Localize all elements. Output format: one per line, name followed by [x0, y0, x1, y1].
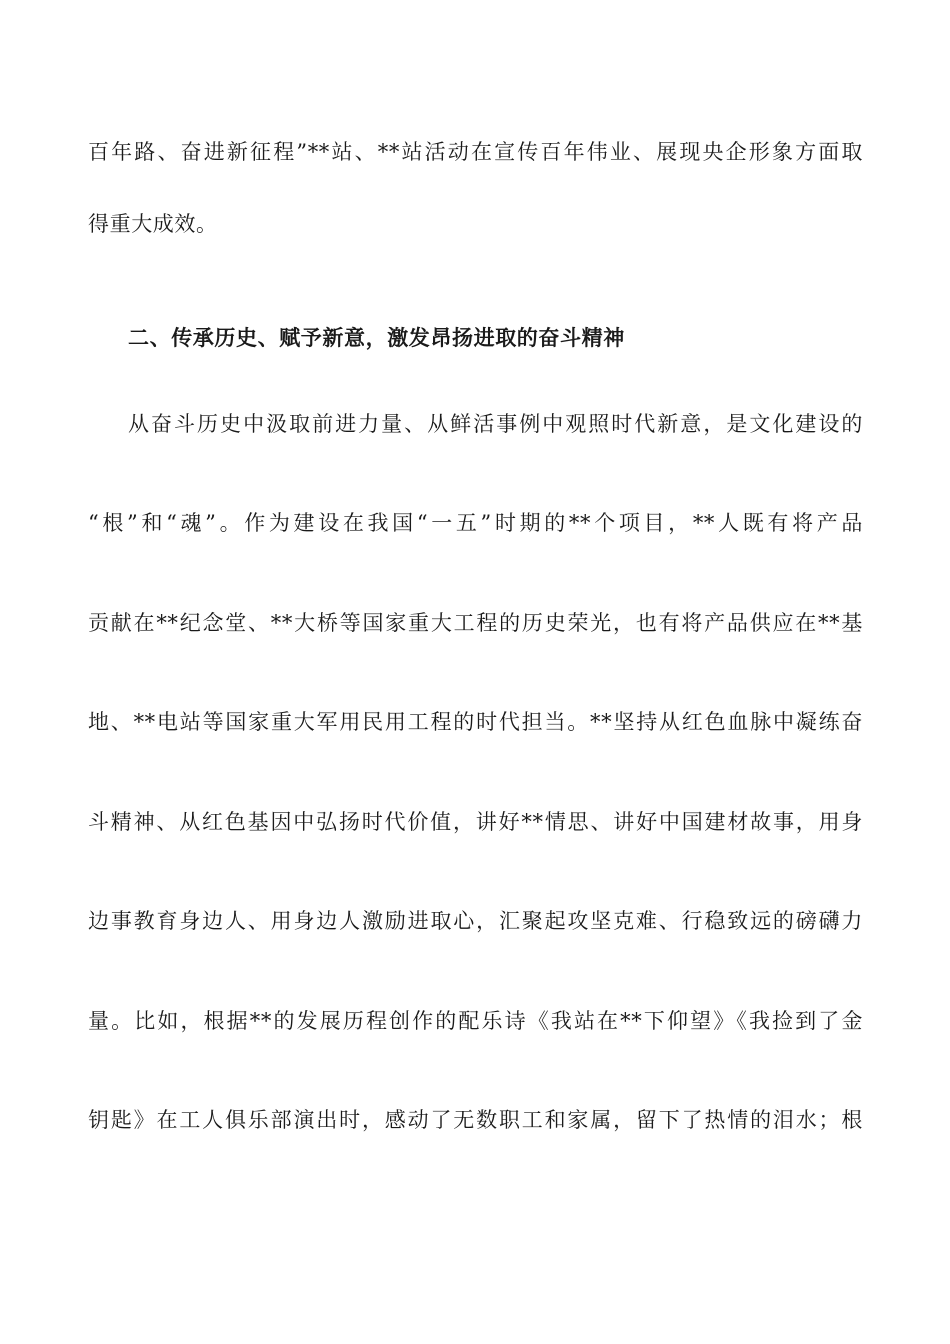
paragraph-line: 地、**电站等国家重大军用民用工程的时代担当。**坚持从红色血脉中凝练奋 [88, 710, 863, 734]
paragraph-line: 得重大成效。 [88, 212, 218, 236]
paragraph-line: 从奋斗历史中汲取前进力量、从鲜活事例中观照时代新意，是文化建设的 [128, 412, 863, 436]
paragraph-line: “根”和“魂”。作为建设在我国“一五”时期的**个项目，**人既有将产品 [88, 511, 863, 535]
paragraph-line: 钥匙》在工人俱乐部演出时，感动了无数职工和家属，留下了热情的泪水；根 [88, 1108, 863, 1132]
section-heading: 二、传承历史、赋予新意，激发昂扬进取的奋斗精神 [128, 325, 625, 350]
paragraph-line: 边事教育身边人、用身边人激励进取心，汇聚起攻坚克难、行稳致远的磅礴力 [88, 909, 863, 933]
paragraph-line: 斗精神、从红色基因中弘扬时代价值，讲好**情思、讲好中国建材故事，用身 [88, 810, 863, 834]
paragraph-line: 贡献在**纪念堂、**大桥等国家重大工程的历史荣光，也有将产品供应在**基 [88, 611, 863, 635]
paragraph-line: 百年路、奋进新征程”**站、**站活动在宣传百年伟业、展现央企形象方面取 [88, 140, 863, 164]
paragraph-line: 量。比如，根据**的发展历程创作的配乐诗《我站在**下仰望》《我捡到了金 [88, 1009, 863, 1033]
